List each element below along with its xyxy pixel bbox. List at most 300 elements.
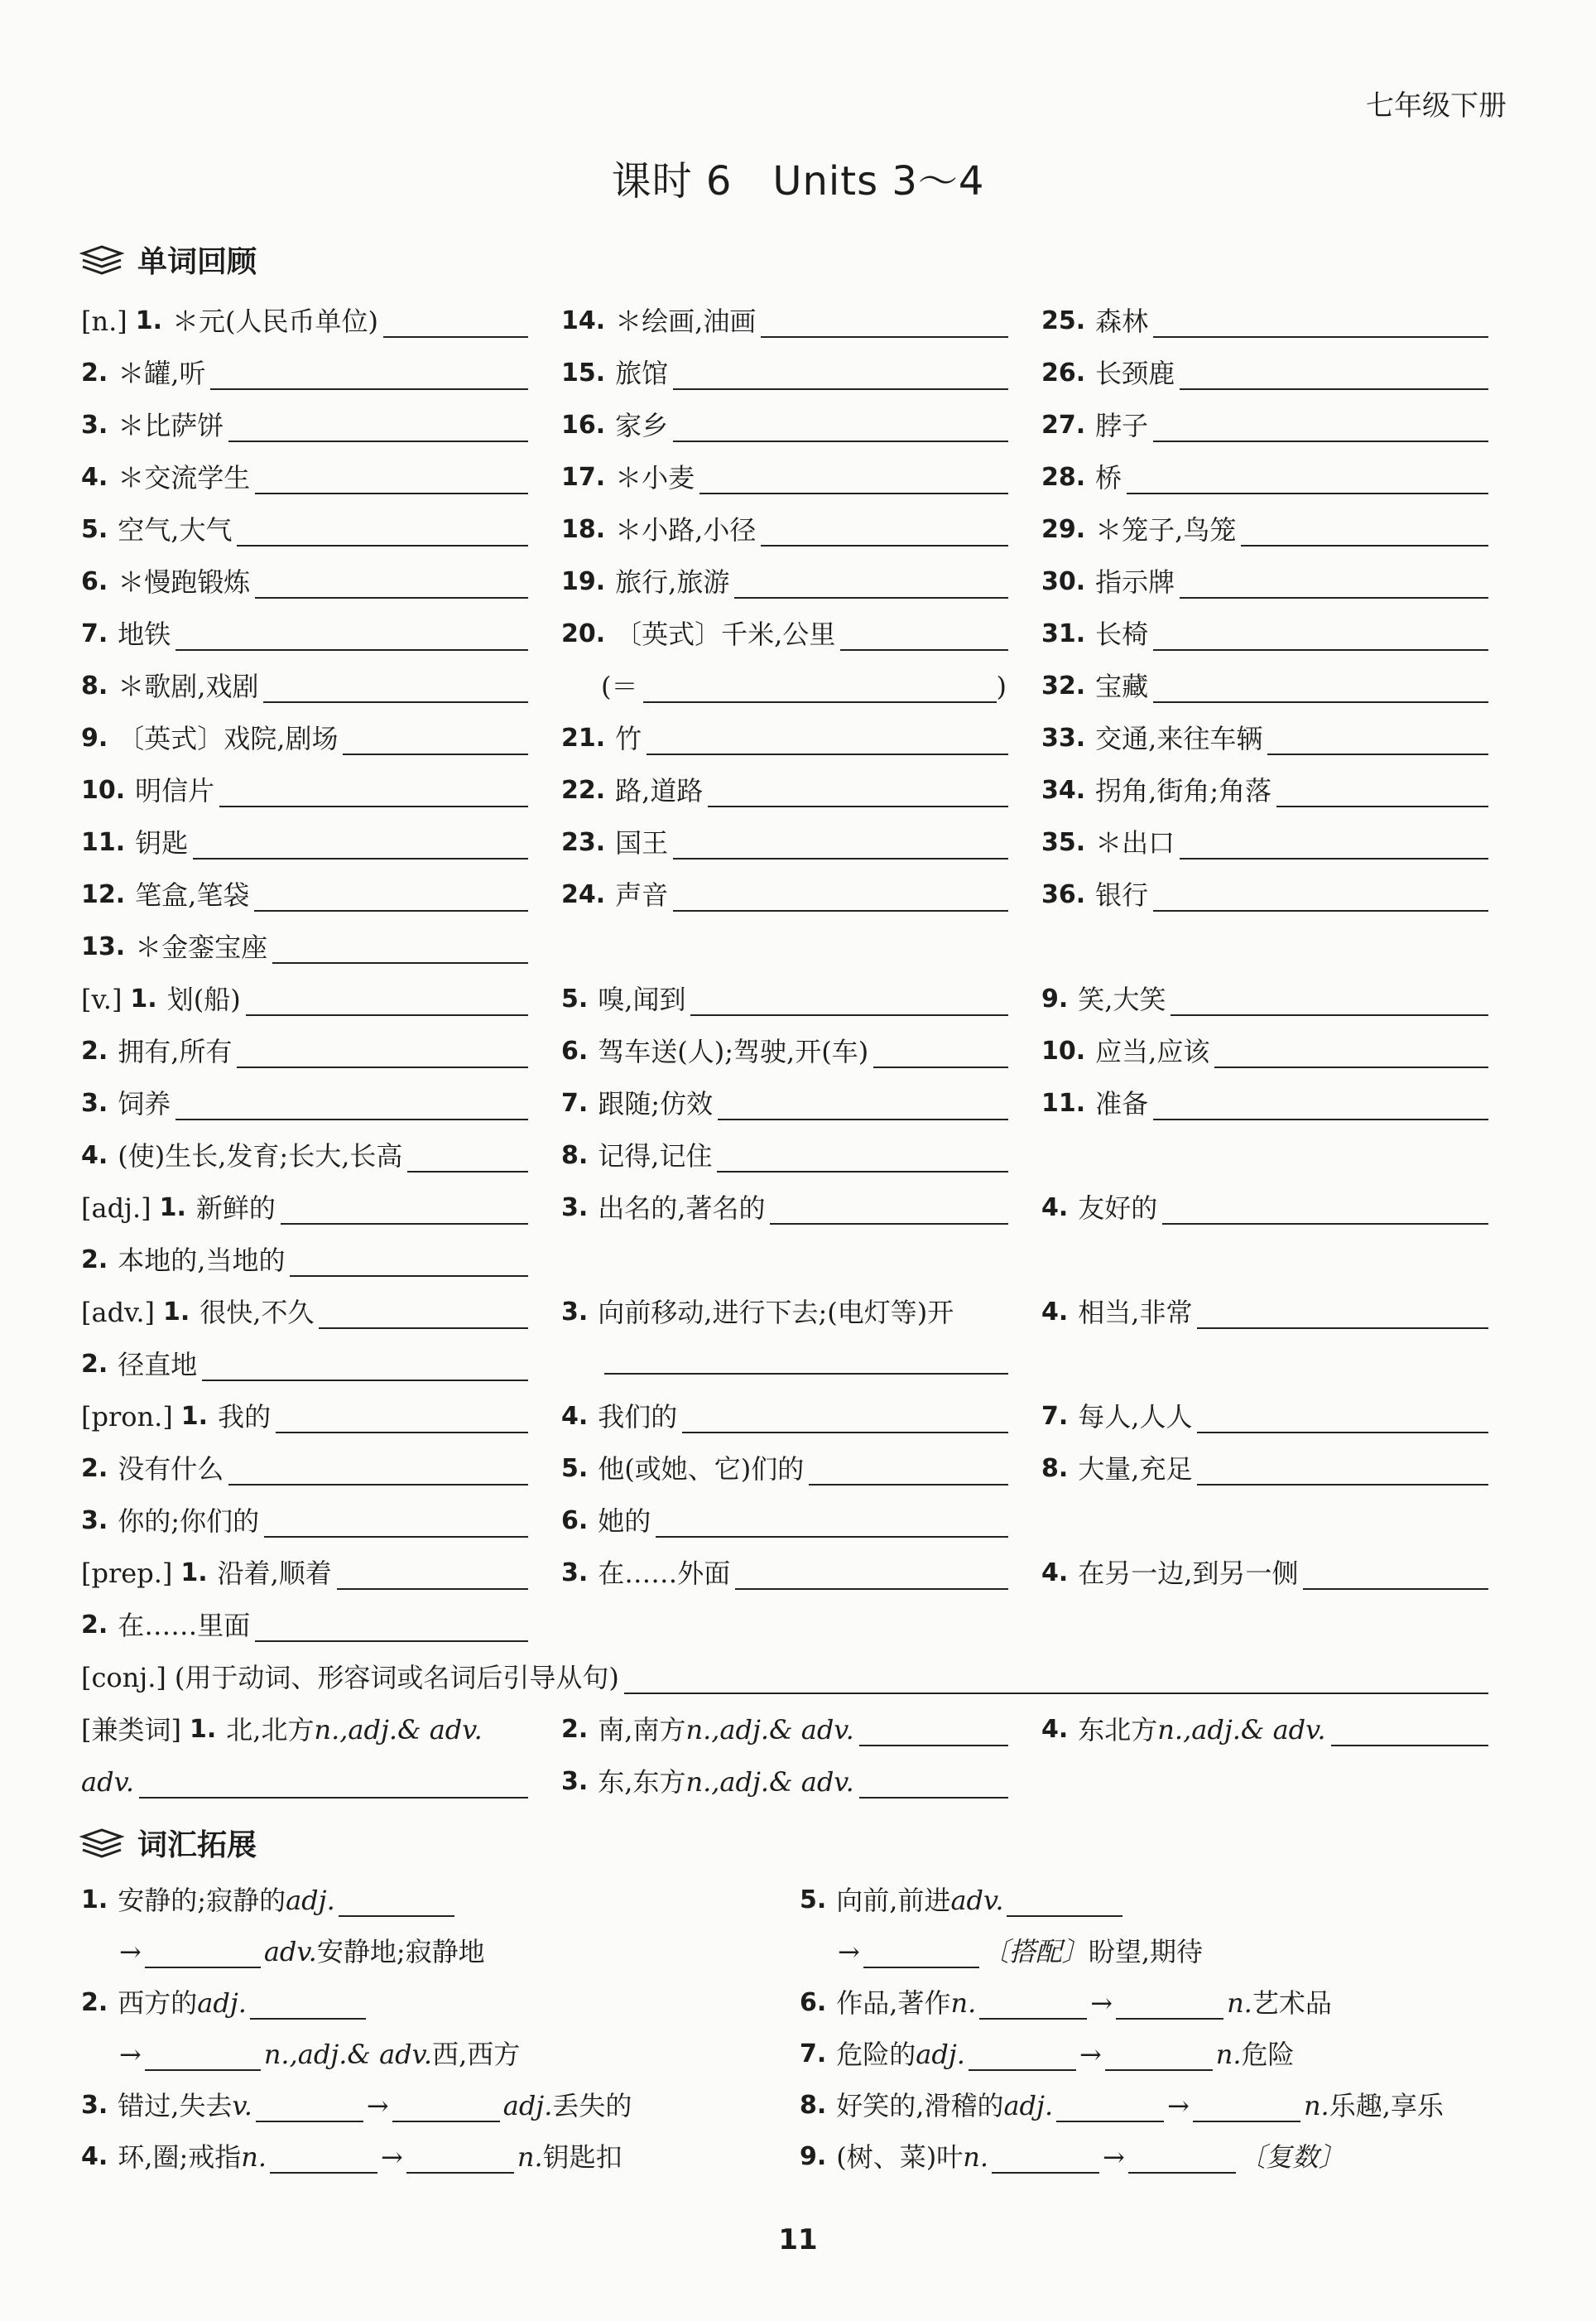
item-number: 1. [180,1558,208,1587]
answer-blank[interactable] [1153,677,1488,703]
item-number: 7. [81,619,108,648]
item-text: 错过,失去 [118,2090,233,2121]
answer-blank[interactable] [1214,1042,1488,1068]
item-number: 31. [1041,619,1086,648]
answer-blank[interactable] [1153,624,1488,651]
vocab-item [81,1713,528,1746]
vocab-item [1041,1400,1488,1433]
item-number: 2. [81,1988,108,2017]
vocab-item [1041,983,1488,1016]
item-number: 6. [800,1988,827,2017]
item-number: 3. [81,1089,108,1118]
vocab-item [81,1609,528,1642]
item-number: 10. [1041,1037,1086,1066]
item-text: 好笑的,滑稽的 [836,2090,1004,2121]
answer-blank[interactable] [237,520,528,547]
answer-blank[interactable] [1128,2147,1236,2174]
answer-blank[interactable] [1180,364,1488,390]
answer-blank[interactable] [673,364,1008,390]
vocab-item [1041,566,1488,599]
answer-blank[interactable] [270,2147,377,2174]
vocab-item [81,722,528,755]
answer-blank[interactable] [708,781,1008,807]
item-text: 银行 [1095,879,1149,911]
vocab-item [1041,722,1488,755]
answer-blank[interactable] [383,311,528,338]
item-number: 8. [1041,1454,1069,1483]
item-number: 35. [1041,828,1086,857]
item-text: 在……里面 [118,1610,251,1641]
answer-blank[interactable] [770,1198,1008,1225]
item-text: 笑,大笑 [1078,984,1166,1015]
item-number: 3. [81,1506,108,1535]
item-number: 10. [81,776,126,805]
item-number: 36. [1041,880,1086,909]
item-text: n. [241,2141,267,2173]
answer-blank[interactable] [407,1146,528,1173]
answer-blank[interactable] [193,833,528,860]
item-text: 他(或她、它)们的 [598,1453,805,1485]
item-text: 森林 [1095,306,1149,337]
answer-blank[interactable] [1193,2096,1300,2122]
item-text: ＊绘画,油画 [615,306,757,337]
vocab-item [561,983,1008,1016]
item-number: 3. [561,1767,589,1796]
pos-label: [v.] [81,984,123,1015]
item-text: 宝藏 [1095,671,1149,702]
item-number: 24. [561,880,606,909]
expansion-item [81,2089,793,2122]
item-text: 东,东方 [598,1766,686,1798]
vocab-item [81,1139,528,1173]
item-text: n.,adj.& adv. [263,2039,433,2070]
answer-blank[interactable] [175,1094,528,1120]
answer-blank[interactable] [735,1563,1008,1590]
answer-blank[interactable] [139,1772,528,1799]
item-number: 7. [561,1089,589,1118]
item-number: 22. [561,776,606,805]
expansion-item [81,1884,793,1917]
vocab-item [81,774,528,807]
item-text: 地铁 [118,619,171,650]
item-number: 4. [81,2142,108,2171]
item-text: 北,北方 [226,1714,315,1746]
item-text: ＊罐,听 [118,358,206,389]
item-text: 我的 [218,1401,272,1433]
answer-blank[interactable] [145,2044,261,2071]
answer-blank[interactable] [1153,311,1488,338]
answer-blank[interactable] [690,990,1008,1016]
vocab-item [81,670,528,703]
item-number: 9. [1041,985,1069,1014]
item-text: 很快,不久 [200,1297,315,1328]
answer-blank[interactable] [228,416,528,442]
answer-blank[interactable] [859,1772,1008,1799]
section-word-review: 单词回顾 [79,238,257,281]
answer-blank[interactable] [717,1146,1008,1173]
item-number: 3. [561,1193,589,1222]
answer-blank[interactable] [859,1720,1008,1746]
item-number: 11. [81,828,126,857]
pos-label: [adv.] [81,1297,155,1328]
answer-blank[interactable] [319,1303,528,1329]
item-number: 2. [81,1350,108,1379]
answer-blank[interactable] [392,2096,500,2122]
item-text: 她的 [598,1505,651,1537]
item-text: 明信片 [135,775,215,807]
item-text: 国王 [615,827,669,859]
item-number: 5. [561,1454,589,1483]
answer-blank[interactable] [281,1198,528,1225]
answer-blank[interactable] [406,2147,514,2174]
item-text: ＊元(人民币单位) [172,306,379,337]
vocab-item [561,1192,1008,1225]
vocab-item [561,357,1008,390]
item-text: 盼望,期待 [1088,1936,1204,1967]
answer-blank[interactable] [1197,1459,1488,1486]
item-text: adv. [81,1766,135,1798]
answer-blank[interactable] [809,1459,1008,1486]
answer-blank[interactable] [202,1355,528,1381]
answer-blank[interactable] [624,1668,1488,1694]
answer-blank[interactable] [254,885,528,912]
page-number: 11 [778,2223,818,2256]
answer-blank[interactable] [337,1563,528,1590]
answer-blank[interactable] [673,833,1008,860]
item-text: 桥 [1095,462,1122,494]
answer-blank[interactable] [699,468,1008,494]
answer-blank[interactable] [673,416,1008,442]
item-text: 西方的 [118,1987,198,2019]
item-text: 笔盒,笔袋 [135,879,250,911]
item-text: 〔英式〕戏院,剧场 [118,723,339,754]
item-number: 2. [561,1715,589,1744]
answer-blank[interactable] [290,1250,528,1277]
item-text: 出名的,著名的 [598,1192,766,1224]
item-number: 8. [561,1141,589,1170]
answer-blank[interactable] [604,1348,1008,1375]
item-text: ＊小麦 [615,462,695,494]
item-text: 路,道路 [615,775,704,807]
books-icon [79,243,124,277]
answer-blank[interactable] [255,572,528,599]
answer-blank[interactable] [1127,468,1488,494]
vocab-item [81,1557,528,1590]
item-text: 旅馆 [615,358,669,389]
item-text: 东北方 [1078,1714,1158,1746]
item-number: 1. [81,1885,108,1914]
item-1-continuation [81,1765,528,1799]
vocab-item [1041,1557,1488,1590]
vocab-item [1041,1192,1488,1225]
item-20-note [601,670,1007,703]
item-text: → [1090,1987,1113,2019]
item-text: 相当,非常 [1078,1297,1193,1328]
answer-blank[interactable] [1153,416,1488,442]
item-text: 跟随;仿效 [598,1088,714,1120]
answer-blank[interactable] [175,624,528,651]
item-text: 旅行,旅游 [615,566,730,598]
item-number: 4. [81,1141,108,1170]
answer-blank[interactable] [250,1993,366,2020]
vocab-item [81,1087,528,1120]
item-text: 声音 [615,879,669,911]
item-text: 记得,记住 [598,1140,713,1172]
item-text: 向前移动,进行下去;(电灯等)开 [598,1297,954,1328]
vocab-item [81,566,528,599]
answer-blank[interactable] [969,2044,1076,2071]
answer-blank[interactable] [1105,2044,1213,2071]
expansion-item [81,1986,793,2020]
item-text: 在另一边,到另一侧 [1078,1558,1299,1589]
vocab-item [1041,1452,1488,1486]
item-text: n. [517,2141,543,2173]
answer-blank[interactable] [992,2147,1099,2174]
item-number: 6. [561,1506,589,1535]
vocab-item [1041,357,1488,390]
answer-blank[interactable] [761,520,1008,547]
item-number: 21. [561,724,606,753]
answer-blank[interactable] [1197,1407,1488,1433]
item-number: 12. [81,880,126,909]
answer-blank[interactable] [255,1616,528,1642]
item-number: 14. [561,306,606,335]
answer-blank[interactable] [1116,1993,1223,2020]
answer-blank[interactable] [145,1942,261,1968]
item-number: 2. [81,359,108,388]
answer-blank[interactable] [682,1407,1008,1433]
item-text: → [366,2090,389,2121]
item-text: 每人,人人 [1078,1401,1193,1433]
item-number: 19. [561,567,606,596]
item-number: 20. [561,619,606,648]
item-text: n. [1227,1987,1252,2019]
item-text: 钥匙 [135,827,189,859]
answer-blank[interactable] [256,2096,363,2122]
item-text: 危险 [1241,2039,1295,2070]
item-number: 32. [1041,672,1086,701]
item-text: 〔英式〕千米,公里 [615,619,836,650]
expansion-item [800,2038,1512,2071]
answer-blank[interactable] [210,364,528,390]
answer-blank[interactable] [761,311,1008,338]
answer-blank[interactable] [263,677,528,703]
item-text: 长椅 [1095,619,1149,650]
item-text: 大量,充足 [1078,1453,1193,1485]
item-text: 交通,来往车辆 [1095,723,1263,754]
answer-blank[interactable] [343,729,528,755]
item-text: 沿着,顺着 [217,1558,332,1589]
answer-blank[interactable] [255,468,528,494]
vocab-item [81,1452,528,1486]
answer-blank[interactable] [1241,520,1488,547]
vocab-item [561,409,1008,442]
answer-blank[interactable] [1197,1303,1488,1329]
answer-blank[interactable] [246,990,528,1016]
vocab-item [1041,305,1488,338]
vocab-item [561,1557,1008,1590]
item-text: 乐趣,享乐 [1329,2090,1444,2121]
item-text: 钥匙扣 [542,2141,623,2173]
vocab-item [561,722,1008,755]
item-number: 5. [561,985,589,1014]
item-text: (＝ [601,671,638,702]
answer-blank[interactable] [1180,572,1488,599]
item-text: 向前,前进 [836,1885,951,1916]
vocab-item [1041,618,1488,651]
item-text: → [119,2039,142,2070]
vocab-item [81,357,528,390]
item-number: 34. [1041,776,1086,805]
item-text: ＊出口 [1095,827,1175,859]
item-text: 拥有,所有 [118,1036,233,1067]
vocab-item [1041,1087,1488,1120]
conj-item [81,1661,1488,1694]
expansion-item [800,1884,1512,1917]
item-number: 1. [162,1298,190,1327]
item-text: 安静的;寂静的 [118,1885,286,1916]
vocab-item [561,1452,1008,1486]
answer-blank[interactable] [1180,833,1488,860]
answer-blank[interactable] [863,1942,979,1968]
item-text: (树、菜)叶 [836,2141,964,2173]
item-text: → [1103,2141,1125,2173]
item-number: 9. [81,724,108,753]
item-text: 划(船) [166,984,241,1015]
answer-blank[interactable] [1056,2096,1164,2122]
vocab-item [81,1348,528,1381]
vocab-item [81,409,528,442]
answer-blank[interactable] [1267,729,1488,755]
expansion-item [800,2140,1512,2174]
vocab-item [561,1087,1008,1120]
vocab-item [1041,1035,1488,1068]
item-text: 新鲜的 [195,1192,276,1224]
item-text: ＊金銮宝座 [135,932,268,963]
vocab-item [81,305,528,338]
vocab-item [81,618,528,651]
answer-blank[interactable] [1007,1890,1122,1917]
answer-blank[interactable] [228,1459,528,1486]
answer-blank[interactable] [219,781,528,807]
item-text: 南,南方 [598,1714,686,1746]
item-text: n.,adj.& adv. [685,1714,854,1746]
item-number: 6. [81,567,108,596]
grade-label: 七年级下册 [1366,89,1507,123]
answer-blank[interactable] [1171,990,1488,1016]
item-number: 8. [81,672,108,701]
answer-blank[interactable] [718,1094,1008,1120]
item-text: n.,adj.& adv. [1157,1714,1326,1746]
vocab-item [1041,879,1488,912]
page-title: 课时 6 Units 3～4 [611,158,985,205]
answer-blank[interactable] [264,1511,528,1538]
item-number: 2. [81,1037,108,1066]
vocab-item [1041,1713,1488,1746]
answer-blank[interactable] [1162,1198,1488,1225]
vocab-item [81,931,528,964]
item-number: 13. [81,932,126,961]
answer-blank[interactable] [1153,885,1488,912]
item-number: 15. [561,359,606,388]
item-number: 7. [800,2039,827,2068]
item-number: 5. [81,515,108,544]
item-number: 29. [1041,515,1086,544]
answer-blank[interactable] [339,1890,454,1917]
item-number: 4. [1041,1558,1069,1587]
answer-blank[interactable] [272,937,528,964]
item-text: 空气,大气 [118,514,233,546]
expansion-derived [838,1935,1508,1968]
item-text: 本地的,当地的 [118,1245,286,1276]
vocab-item [561,566,1008,599]
expansion-item [81,2140,793,2174]
books-icon [79,1827,124,1860]
item-number: 33. [1041,724,1086,753]
vocab-item [81,1035,528,1068]
item-number: 27. [1041,411,1086,440]
item-text: 友好的 [1078,1192,1158,1224]
item-text: 我们的 [598,1401,678,1433]
item-text: 拐角,街角;角落 [1095,775,1272,807]
vocab-item [81,879,528,912]
vocab-item [1041,826,1488,860]
item-text: 竹 [615,723,642,754]
vocab-item [81,461,528,494]
answer-blank[interactable] [237,1042,528,1068]
vocab-item [561,1296,1008,1329]
item-text: 安静地;寂静地 [316,1936,485,1967]
expansion-item [800,1986,1512,2020]
pos-label: [prep.] [81,1558,173,1589]
answer-blank[interactable] [643,677,997,703]
answer-blank[interactable] [673,885,1008,912]
answer-blank[interactable] [734,572,1008,599]
item-text: 〔搭配〕 [982,1936,1089,1967]
item-number: 1. [130,985,157,1014]
item-number: 30. [1041,567,1086,596]
item-text: adj. [286,1885,335,1916]
answer-blank[interactable] [647,729,1008,755]
answer-blank[interactable] [873,1042,1008,1068]
item-text: 艺术品 [1252,1987,1332,2019]
item-number: 3. [81,2091,108,2120]
vocab-item [81,1296,528,1329]
item-number: 2. [81,1454,108,1483]
vocab-item [561,774,1008,807]
answer-blank[interactable] [656,1511,1008,1538]
answer-blank[interactable] [1276,781,1488,807]
item-text: adj. [502,2090,553,2121]
answer-blank[interactable] [1303,1563,1488,1590]
answer-blank[interactable] [1153,1094,1488,1120]
answer-blank[interactable] [979,1993,1087,2020]
item-text: n. [963,2141,989,2173]
item-3-continuation [599,1348,1008,1375]
item-number: 17. [561,463,606,492]
answer-blank[interactable] [840,624,1008,651]
answer-blank[interactable] [1331,1720,1488,1746]
item-text: n. [1303,2090,1329,2121]
expansion-derived [119,2038,790,2071]
item-text: ＊交流学生 [118,462,251,494]
pos-label: [pron.] [81,1401,173,1433]
item-text: ) [996,671,1007,702]
item-text: adj. [1003,2090,1054,2121]
answer-blank[interactable] [276,1407,528,1433]
item-number: 1. [135,306,163,335]
item-number: 6. [561,1037,589,1066]
